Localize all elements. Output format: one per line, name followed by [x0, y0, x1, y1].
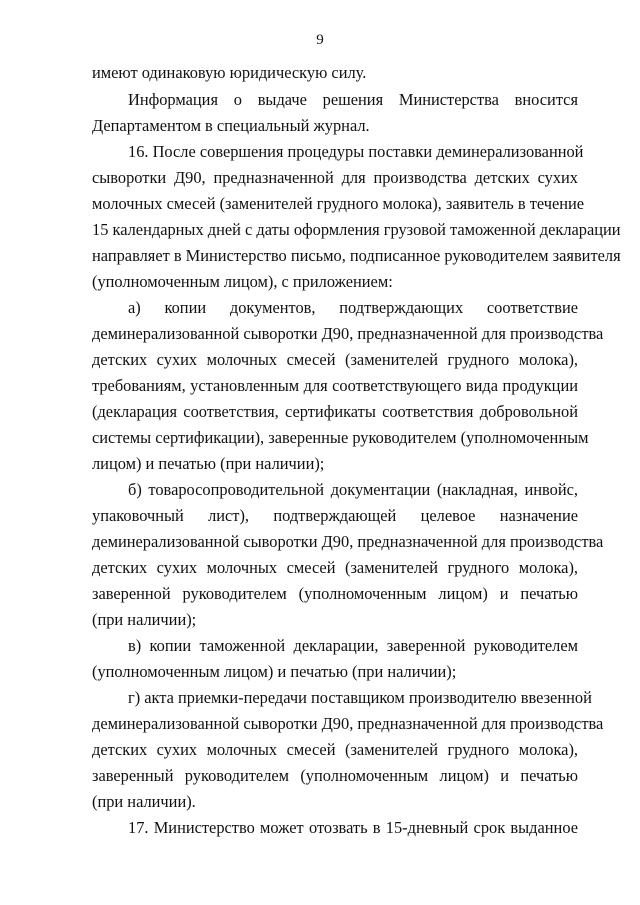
text-line: детских сухих молочных смесей (заменителей грудного молока), — [92, 350, 578, 369]
text-line: деминерализованной сыворотки Д90, предназначенной для производства — [92, 324, 604, 343]
text-line: детских сухих молочных смесей (заменителей грудного молока), — [92, 558, 578, 577]
text-line: молочных смесей (заменителей грудного молока), заявитель в течение — [92, 194, 585, 213]
text-line: сыворотки Д90, предназначенной для производства детских сухих — [92, 168, 578, 187]
text-line: упаковочный лист), подтверждающей целевое назначение — [92, 506, 578, 525]
text-line: (уполномоченным лицом), с приложением: — [92, 272, 393, 291]
text-line: (декларация соответствия, сертификаты соответствия добровольной — [92, 402, 578, 421]
text-line: (при наличии). — [92, 792, 196, 811]
text-line: (уполномоченным лицом) и печатью (при наличии); — [92, 662, 457, 681]
page-number: 9 — [316, 32, 324, 48]
text-line: системы сертификации), заверенные руководителем (уполномоченным — [92, 428, 589, 447]
text-line: направляет в Министерство письмо, подписанное руководителем заявителя — [92, 246, 621, 265]
text-line: заверенный руководителем (уполномоченным лицом) и печатью — [92, 766, 578, 785]
paragraph-first-line: г) акта приемки-передачи поставщиком производителю ввезенной — [128, 688, 592, 707]
text-line: детских сухих молочных смесей (заменителей грудного молока), — [92, 740, 578, 759]
text-line: лицом) и печатью (при наличии); — [92, 454, 325, 473]
paragraph-first-line: в) копии таможенной декларации, заверенной руководителем — [128, 636, 578, 655]
text-line: требованиям, установленным для соответствующего вида продукции — [92, 376, 578, 395]
text-line: деминерализованной сыворотки Д90, предназначенной для производства — [92, 714, 604, 733]
text-line: заверенной руководителем (уполномоченным лицом) и печатью — [92, 584, 578, 603]
paragraph-first-line: б) товаросопроводительной документации (накладная, инвойс, — [128, 480, 578, 499]
text-line: деминерализованной сыворотки Д90, предназначенной для производства — [92, 532, 604, 551]
paragraph-first-line: Информация о выдаче решения Министерства вносится — [128, 90, 578, 109]
paragraph-first-line: 17. Министерство может отозвать в 15-дневный срок выданное — [128, 818, 578, 837]
paragraph-first-line: 16. После совершения процедуры поставки деминерализованной — [128, 142, 584, 161]
text-line: (при наличии); — [92, 610, 197, 629]
text-line: имеют одинаковую юридическую силу. — [92, 63, 367, 82]
text-line: 15 календарных дней с даты оформления грузовой таможенной декларации — [92, 220, 621, 239]
paragraph-first-line: а) копии документов, подтверждающих соответствие — [128, 298, 578, 317]
text-line: Департаментом в специальный журнал. — [92, 116, 370, 135]
